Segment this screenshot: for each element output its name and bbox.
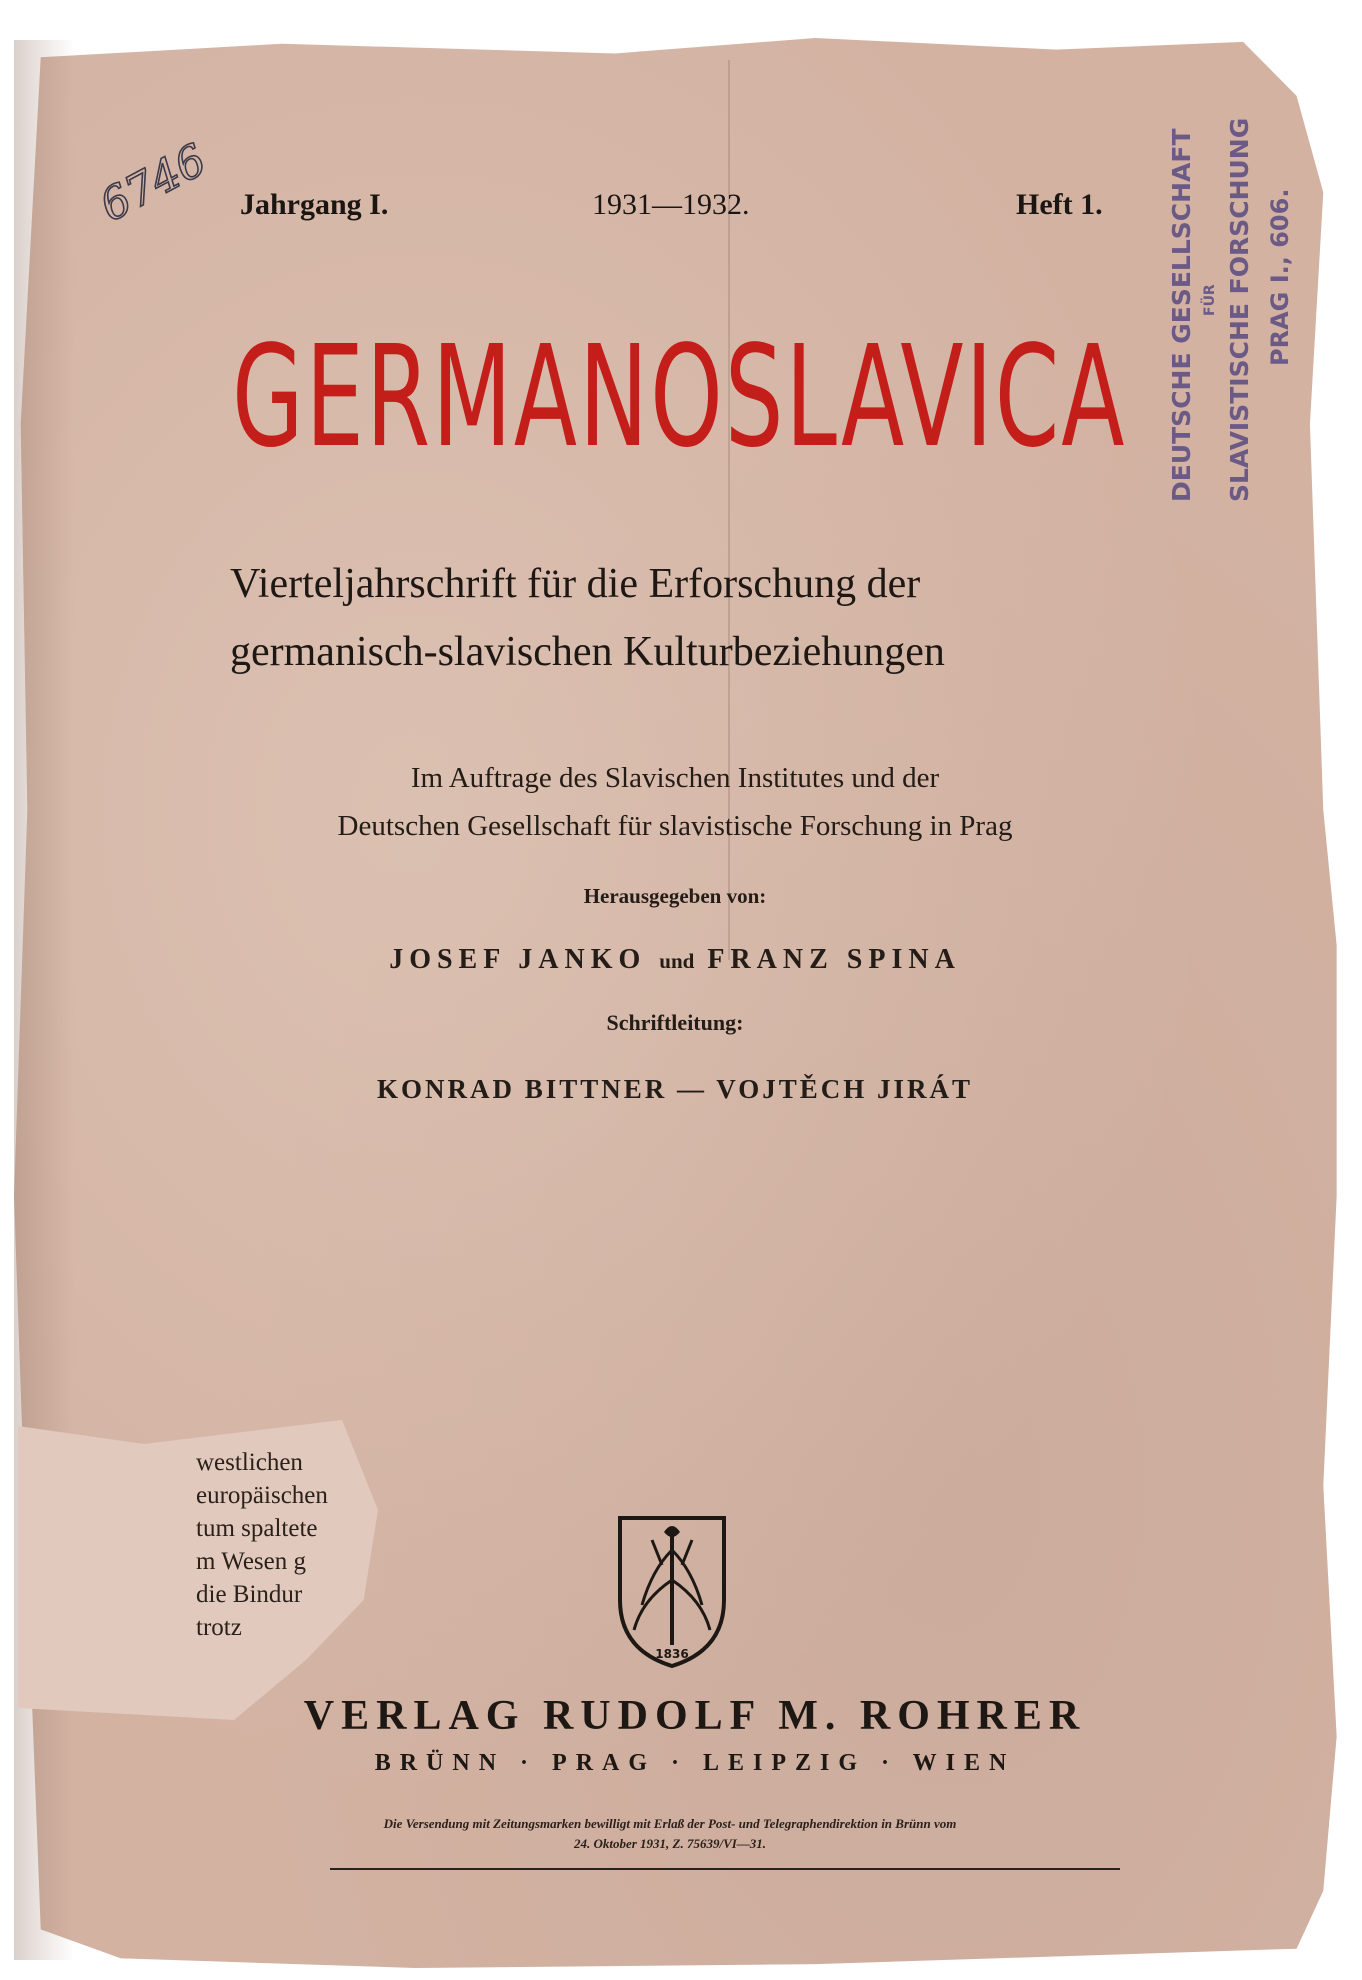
editorial-label: Schriftleitung: (606, 1010, 744, 1035)
postal-note-line-1: Die Versendung mit Zeitungsmarken bewilligt mit Erlaß der Post- und Telegraphendirektion in Brünn vom (383, 1816, 957, 1831)
underlying-text-line: tum spaltete (196, 1515, 318, 1542)
stamp-line-2: FÜR (1202, 284, 1218, 316)
svg-text:1836: 1836 (655, 1647, 689, 1661)
underlying-text-line: trotz (196, 1614, 242, 1641)
editorial-board: KONRAD BITTNER — VOJTĚCH JIRÁT (376, 1074, 974, 1104)
handwritten-mark (90, 110, 220, 260)
journal-title: GERMANOSLAVICA (232, 316, 1127, 479)
underlying-text-line: europäischen (196, 1482, 328, 1509)
stamp-graphic (1150, 86, 1310, 526)
subtitle-line-2: germanisch-slavischen Kulturbeziehungen (230, 629, 945, 675)
stamp-line-3: SLAVISTISCHE FORSCHUNG (1225, 117, 1254, 502)
underlying-page-text (196, 1446, 386, 1644)
stamp-line-1: DEUTSCHE GESELLSCHAFT (1167, 128, 1196, 502)
publisher-emblem-icon (612, 1510, 732, 1670)
bottom-rule (330, 1868, 1120, 1870)
underlying-text-line: westlichen (196, 1449, 303, 1476)
underlying-text-line: m Wesen g (196, 1548, 307, 1575)
publisher-cities: BRÜNN · PRAG · LEIPZIG · WIEN (374, 1750, 1016, 1776)
library-stamp (1150, 86, 1310, 526)
commission-line-2: Deutschen Gesellschaft für slavistische Forschung in Prag (337, 810, 1013, 842)
commission-line-1: Im Auftrage des Slavischen Institutes und der (410, 762, 940, 794)
editor-second: FRANZ SPINA (707, 944, 961, 975)
years-label: 1931—1932. (592, 188, 750, 221)
stamp-line-4: PRAG I., 606. (1266, 188, 1294, 366)
postal-note (210, 1814, 1130, 1854)
issue-label: Heft 1. (1016, 188, 1103, 221)
publisher-name: VERLAG RUDOLF M. ROHRER (303, 1693, 1087, 1739)
editor-first: JOSEF JANKO (389, 944, 647, 975)
editors-label: Herausgegeben von: (583, 884, 767, 908)
editor-conjunction: und (659, 949, 695, 973)
underlying-text-line: die Bindur (196, 1581, 303, 1608)
volume-label: Jahrgang I. (240, 188, 389, 221)
subtitle-line-1: Vierteljahrschrift für die Erforschung der (230, 561, 921, 607)
svg-text:6746: 6746 (91, 134, 215, 233)
postal-note-line-2: 24. Oktober 1931, Z. 75639/VI—31. (573, 1836, 767, 1852)
editors (230, 944, 1120, 976)
